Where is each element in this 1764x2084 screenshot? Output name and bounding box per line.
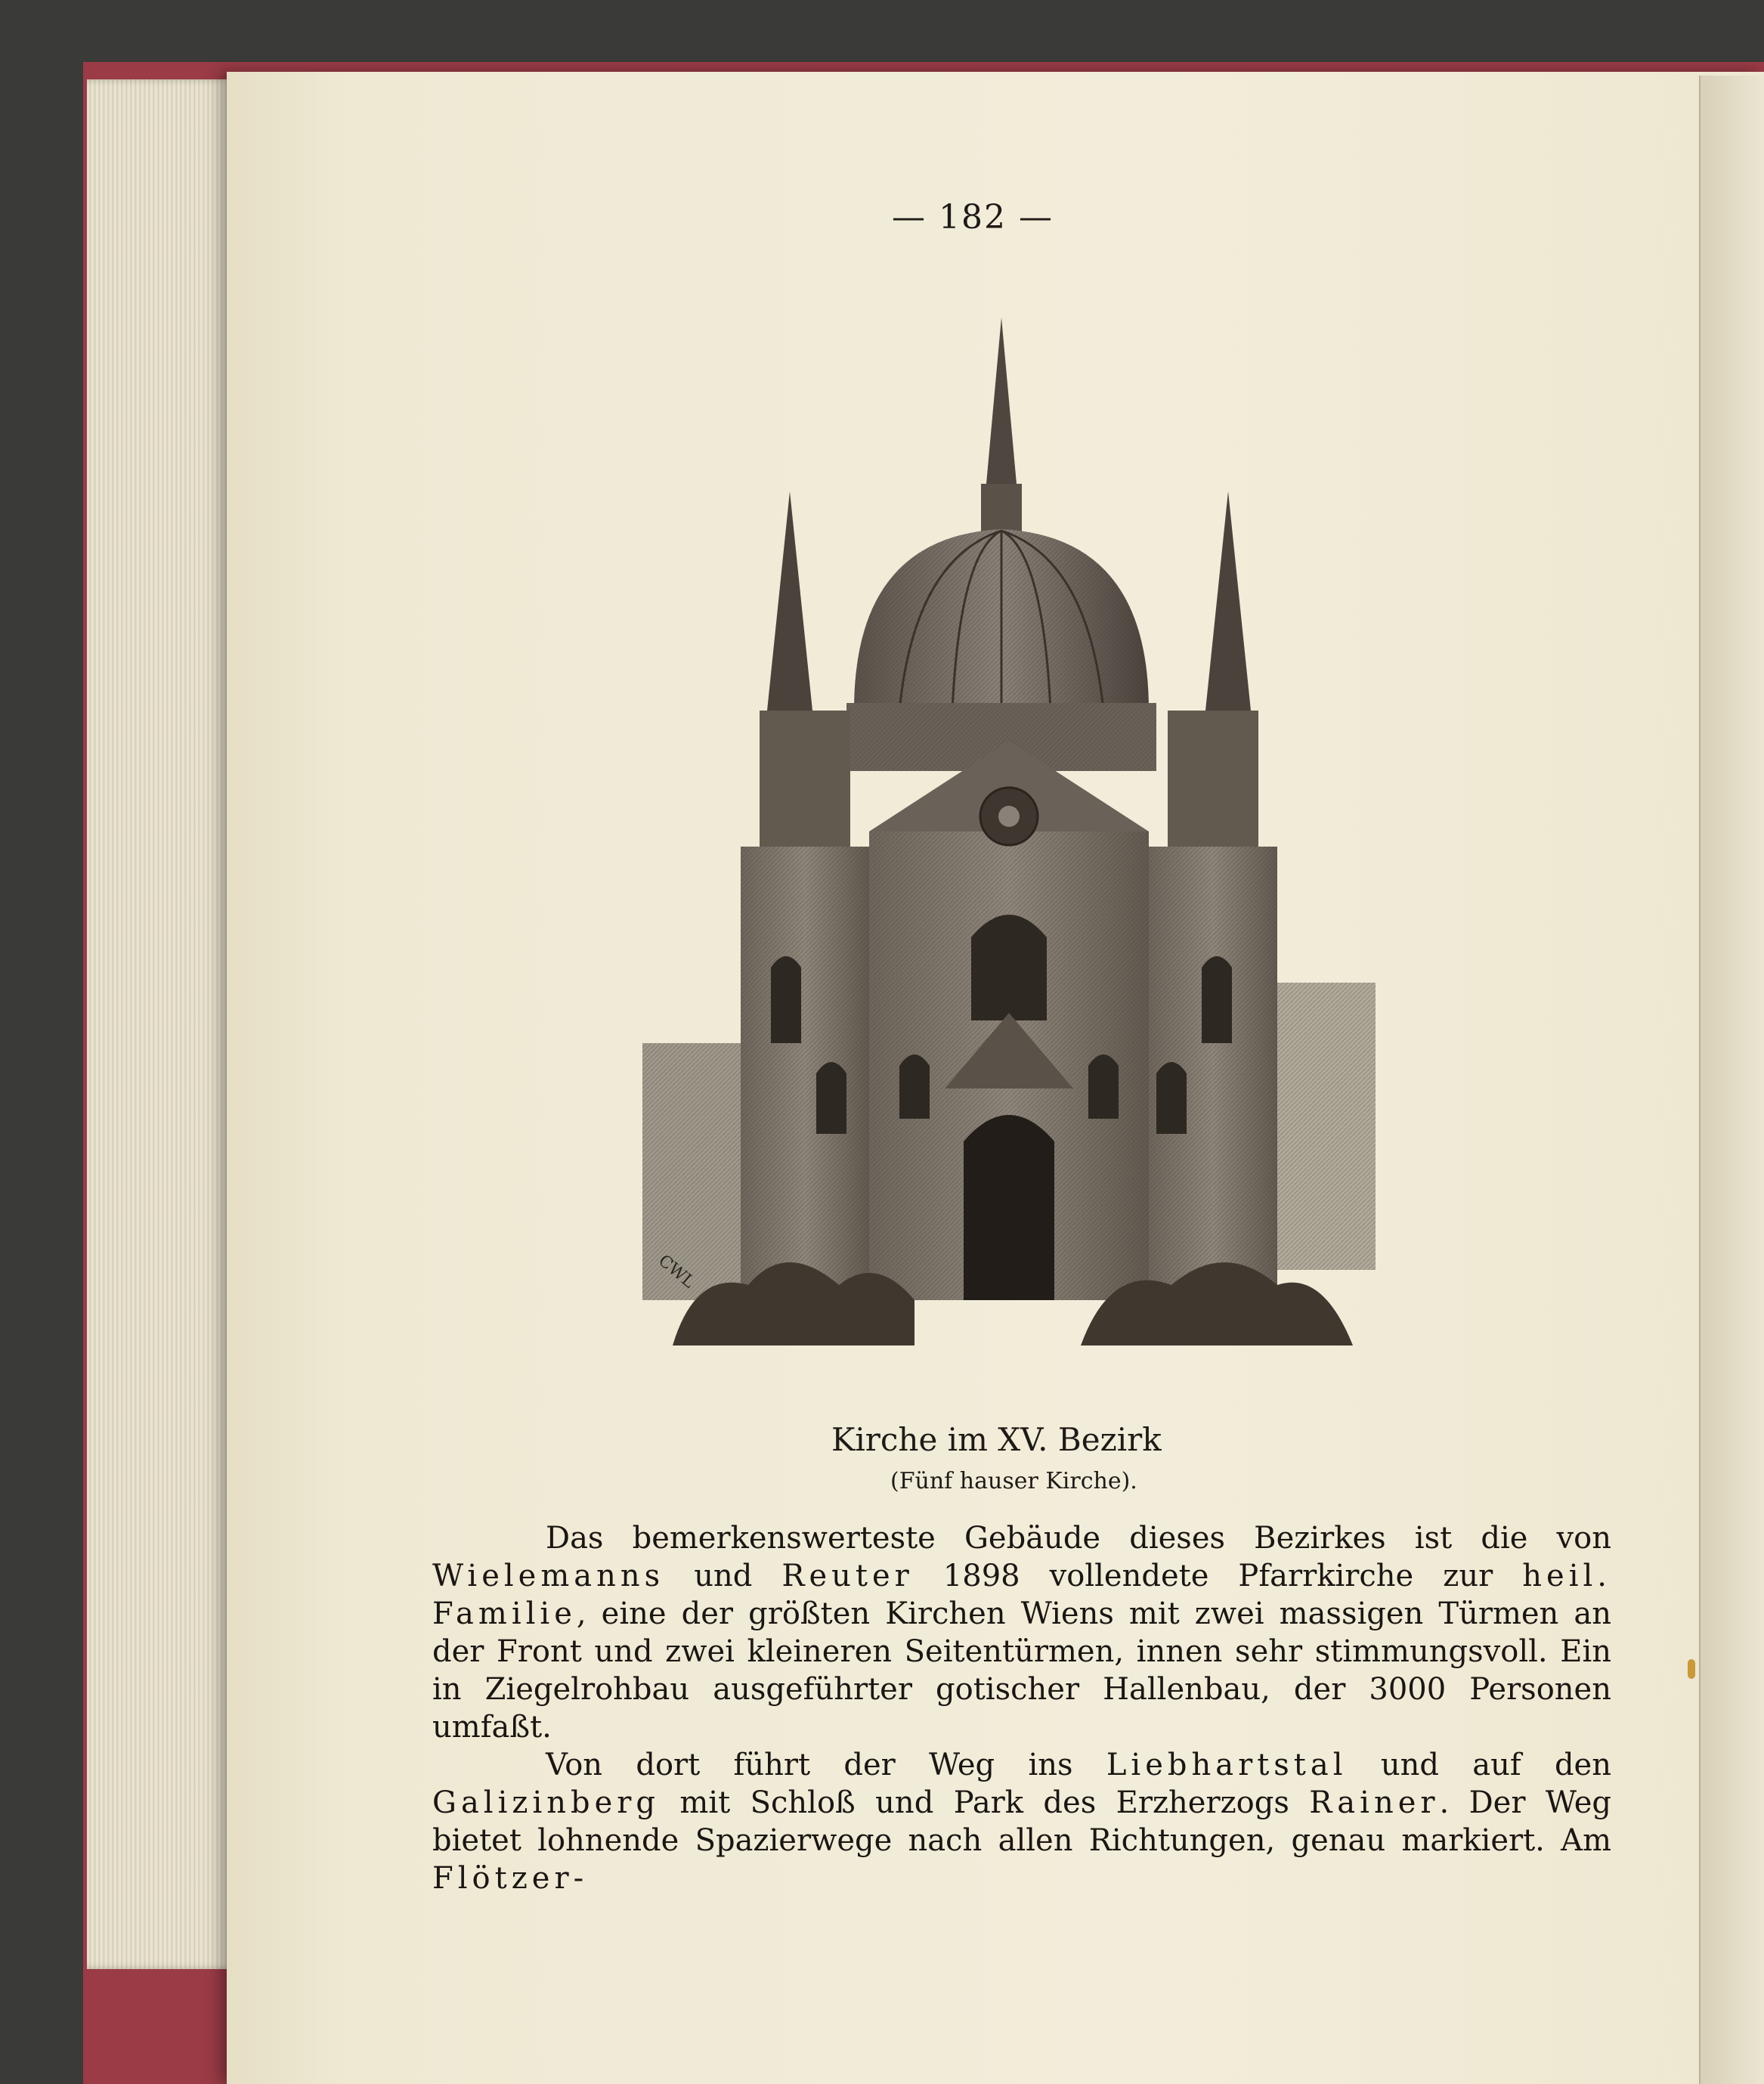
text-run: und auf den (1347, 1748, 1611, 1782)
page-number: — 182 — (892, 198, 1054, 237)
text-run: . Der Weg bietet lohnende Spazierwege nach allen Richtungen, genau markiert. Am (432, 1785, 1611, 1858)
spaced-term: Rainer (1309, 1785, 1440, 1820)
text-run: Das bemerkenswerteste Gebäude dieses Bezirkes ist die von (546, 1521, 1611, 1556)
spaced-term: Galizinberg (432, 1785, 661, 1820)
spaced-term: heil. Familie (432, 1559, 1611, 1631)
paragraph (432, 1519, 1611, 1746)
spaced-term: Reuter (781, 1559, 914, 1593)
artist-signature: CWL (655, 1251, 698, 1293)
next-page-sliver (1699, 76, 1764, 2084)
spaced-term: Wielemanns (432, 1559, 665, 1593)
text-run: und (664, 1559, 782, 1593)
text-run: , eine der größten Kirchen Wiens mit zwei massigen Türmen an der Front und zwei kleineren Seitentürmen, innen sehr stimmungsvoll. Ein in Ziegelrohbau ausgeführter gotischer Hallenbau, der 3000 Personen umfaßt. (432, 1596, 1611, 1745)
figure-caption-title: Kirche im XV. Bezirk (831, 1421, 1162, 1458)
spaced-term: Flötzer- (432, 1861, 589, 1896)
text-run: Von dort führt der Weg ins (546, 1748, 1106, 1782)
church-illustration (627, 287, 1376, 1345)
text-run: 1898 vollendete Pfarrkirche zur (913, 1559, 1523, 1593)
spaced-term: Liebhartstal (1106, 1748, 1348, 1782)
body-text (432, 1519, 1611, 1897)
page-edge-mark (1688, 1659, 1695, 1679)
text-run: mit Schloß und Park des Erzherzogs (660, 1785, 1310, 1820)
paragraph (432, 1746, 1611, 1897)
figure-caption-subtitle: (Fünf hauser Kirche). (890, 1468, 1137, 1494)
